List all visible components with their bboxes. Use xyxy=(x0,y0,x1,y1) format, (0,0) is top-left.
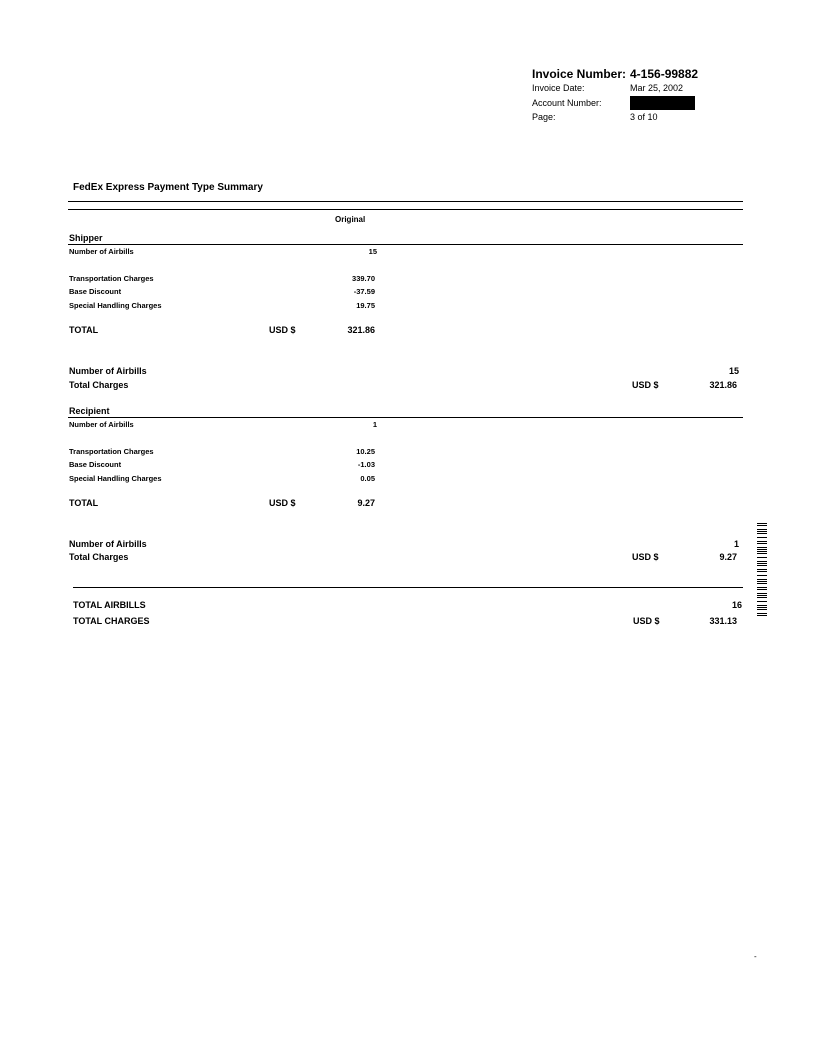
barcode-bar xyxy=(757,551,767,552)
recipient-sum-airbills-value: 1 xyxy=(733,539,739,549)
shipper-special-label: Special Handling Charges xyxy=(69,301,162,310)
barcode-bar xyxy=(757,583,767,584)
shipper-special-value: 19.75 xyxy=(356,301,375,310)
shipper-total-currency: USD $ xyxy=(269,325,296,335)
recipient-sum-charges-value: 9.27 xyxy=(719,552,737,562)
recipient-airbills-value: 1 xyxy=(372,420,377,429)
barcode-bar xyxy=(757,613,767,614)
shipper-rule xyxy=(68,244,743,245)
recipient-rule xyxy=(68,417,743,418)
recipient-sum-charges-label: Total Charges xyxy=(69,552,129,562)
barcode-bar xyxy=(757,559,767,560)
barcode-bar xyxy=(757,587,767,588)
barcode-bar xyxy=(757,601,767,602)
shipper-sum-airbills-label: Number of Airbills xyxy=(69,366,147,376)
barcode-bar xyxy=(757,545,767,546)
recipient-heading: Recipient xyxy=(69,406,110,416)
barcode-bar xyxy=(757,531,767,532)
total-airbills-label: TOTAL AIRBILLS xyxy=(73,600,146,610)
account-number-redaction xyxy=(630,96,695,110)
barcode-bar xyxy=(757,557,767,558)
shipper-transport-value: 339.70 xyxy=(352,274,375,283)
table-top-rule-2 xyxy=(68,209,743,210)
grand-total-rule xyxy=(73,587,743,588)
barcode-bar xyxy=(757,533,767,534)
shipper-airbills-value: 15 xyxy=(368,247,377,256)
recipient-total-currency: USD $ xyxy=(269,498,296,508)
summary-title: FedEx Express Payment Type Summary xyxy=(73,182,263,193)
invoice-number-label: Invoice Number: xyxy=(532,67,627,81)
barcode-bar xyxy=(757,541,767,542)
barcode-bar xyxy=(757,561,767,562)
barcode-bar xyxy=(757,527,767,528)
barcode-bar xyxy=(757,571,767,572)
barcode-bar xyxy=(757,549,767,550)
barcode-bar xyxy=(757,575,767,576)
shipper-discount-label: Base Discount xyxy=(69,287,122,296)
invoice-date-value: Mar 25, 2002 xyxy=(630,83,684,93)
shipper-sum-charges-value: 321.86 xyxy=(709,380,737,390)
barcode-bar xyxy=(757,535,767,536)
barcode-bar xyxy=(757,595,767,596)
barcode-bar xyxy=(757,611,767,612)
barcode-bar xyxy=(757,547,767,548)
column-header-original: Original xyxy=(335,215,366,224)
barcode-bar xyxy=(757,605,767,606)
total-charges-label: TOTAL CHARGES xyxy=(73,616,150,626)
barcode-bar xyxy=(757,591,767,592)
barcode-bar xyxy=(757,599,767,600)
barcode-bar xyxy=(757,529,767,530)
barcode-bar xyxy=(757,581,767,582)
barcode-bar xyxy=(757,565,767,566)
footer-mark: - xyxy=(754,952,757,961)
recipient-transport-label: Transportation Charges xyxy=(69,447,154,456)
recipient-total-value: 9.27 xyxy=(357,498,375,508)
shipper-discount-value: -37.59 xyxy=(353,287,375,296)
recipient-special-label: Special Handling Charges xyxy=(69,474,162,483)
invoice-date-label: Invoice Date: xyxy=(532,83,585,93)
barcode-bar xyxy=(757,573,767,574)
barcode-bar xyxy=(757,609,767,610)
barcode-bar xyxy=(757,617,767,618)
barcode-bar xyxy=(757,555,767,556)
barcode-bar xyxy=(757,525,767,526)
barcode-bar xyxy=(757,553,767,554)
recipient-transport-value: 10.25 xyxy=(356,447,375,456)
barcode-bar xyxy=(757,597,767,598)
shipper-total-value: 321.86 xyxy=(347,325,375,335)
barcode-bar xyxy=(757,567,767,568)
shipper-sum-charges-currency: USD $ xyxy=(632,380,659,390)
barcode-bar xyxy=(757,593,767,594)
recipient-total-label: TOTAL xyxy=(69,498,99,508)
barcode-bar xyxy=(757,579,767,580)
barcode-bar xyxy=(757,537,767,538)
recipient-airbills-label: Number of Airbills xyxy=(69,420,134,429)
recipient-sum-airbills-label: Number of Airbills xyxy=(69,539,147,549)
barcode-bar xyxy=(757,585,767,586)
barcode-bar xyxy=(757,577,767,578)
page-value: 3 of 10 xyxy=(630,112,658,122)
barcode-bar xyxy=(757,563,767,564)
shipper-airbills-label: Number of Airbills xyxy=(69,247,134,256)
page-label: Page: xyxy=(532,112,556,122)
barcode xyxy=(757,523,767,619)
table-top-rule xyxy=(68,201,743,202)
account-number-label: Account Number: xyxy=(532,98,602,108)
shipper-sum-charges-label: Total Charges xyxy=(69,380,129,390)
barcode-bar xyxy=(757,615,767,616)
recipient-discount-value: -1.03 xyxy=(357,460,375,469)
recipient-discount-label: Base Discount xyxy=(69,460,122,469)
recipient-special-value: 0.05 xyxy=(360,474,375,483)
total-airbills-value: 16 xyxy=(731,600,742,610)
shipper-sum-airbills-value: 15 xyxy=(728,366,739,376)
barcode-bar xyxy=(757,569,767,570)
recipient-sum-charges-currency: USD $ xyxy=(632,552,659,562)
barcode-bar xyxy=(757,539,767,540)
barcode-bar xyxy=(757,607,767,608)
invoice-number-value: 4-156-99882 xyxy=(630,67,699,81)
shipper-transport-label: Transportation Charges xyxy=(69,274,154,283)
barcode-bar xyxy=(757,603,767,604)
total-charges-value: 331.13 xyxy=(709,616,737,626)
shipper-total-label: TOTAL xyxy=(69,325,99,335)
barcode-bar xyxy=(757,523,767,524)
barcode-bar xyxy=(757,589,767,590)
barcode-bar xyxy=(757,543,767,544)
total-charges-currency: USD $ xyxy=(633,616,660,626)
shipper-heading: Shipper xyxy=(69,233,103,243)
